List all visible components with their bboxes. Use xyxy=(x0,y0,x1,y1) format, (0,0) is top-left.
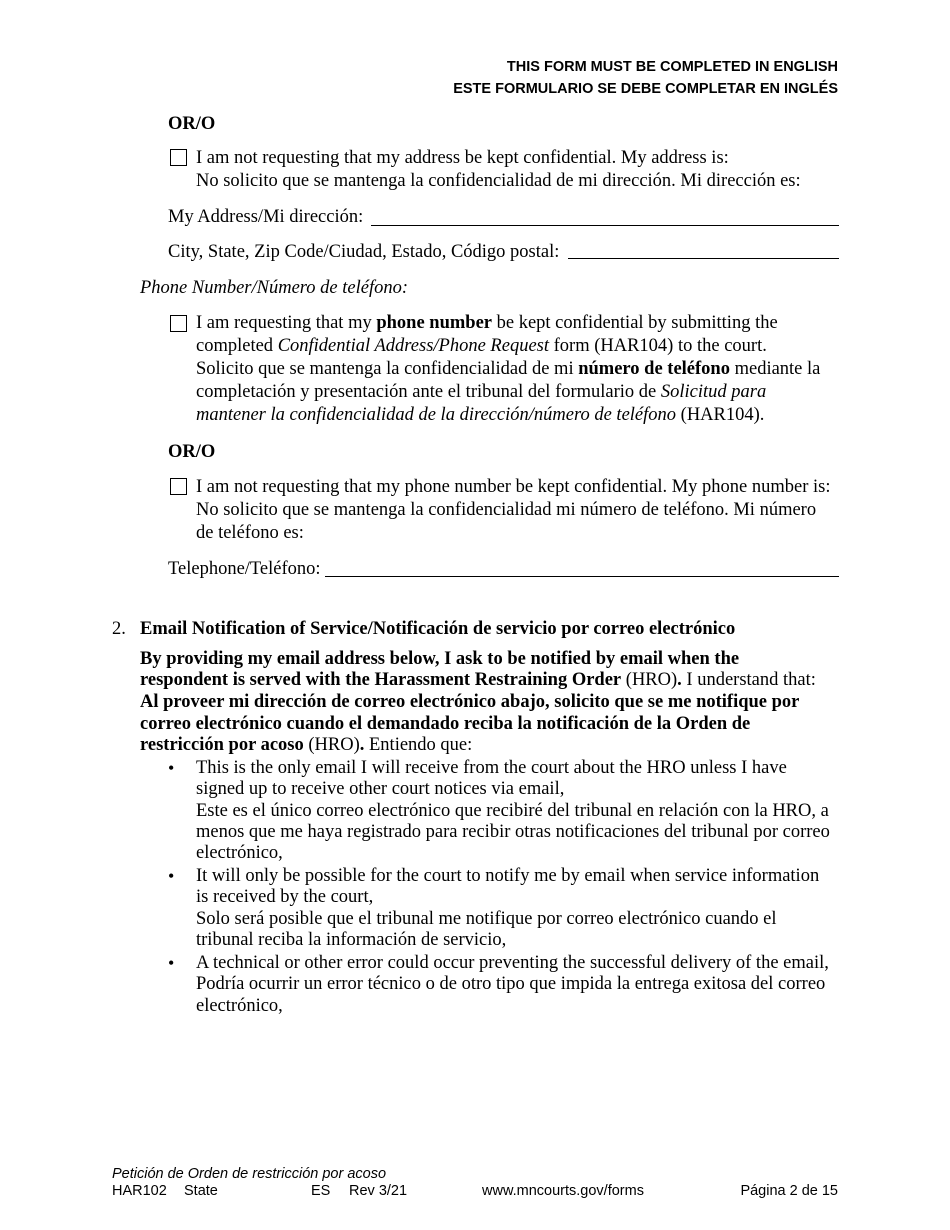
city-input-line[interactable] xyxy=(568,258,839,259)
phone-confidential-checkbox[interactable] xyxy=(170,315,187,332)
bullet-3-line-3: electrónico, xyxy=(196,996,283,1016)
bullet-3-line-1: A technical or other error could occur preventing the successful delivery of the email, xyxy=(196,953,829,973)
bullet-1-line-2: signed up to receive other court notices via email, xyxy=(196,779,565,799)
phone-request-line-1: I am requesting that my phone number be kept confidential by submitting the xyxy=(196,313,778,333)
email-para-line-4: correo electrónico cuando el demandado reciba la notificación de la Orden de xyxy=(140,714,751,734)
footer-state: State xyxy=(184,1183,218,1199)
phone-request-line-4: completación y presentación ante el tribunal del formulario de Solicitud para xyxy=(196,382,767,402)
phone-request-line-5: mantener la confidencialidad de la dirección/número de teléfono (HAR104). xyxy=(196,405,765,425)
phone-request-line-3: Solicito que se mantenga la confidencialidad de mi número de teléfono mediante la xyxy=(196,359,821,379)
bullet-3-line-2: Podría ocurrir un error técnico o de otro tipo que impida la entrega exitosa del correo xyxy=(196,974,826,994)
bullet-1-line-4: menos que me haya registrado para recibir otras notificaciones del tribunal por correo xyxy=(196,822,830,842)
bullet-marker: • xyxy=(168,866,175,886)
footer-url[interactable]: www.mncourts.gov/forms xyxy=(482,1183,644,1199)
email-section-title: Email Notification of Service/Notificación de servicio por correo electrónico xyxy=(140,619,736,639)
footer-form-code: HAR102 xyxy=(112,1183,167,1199)
bullet-marker: • xyxy=(168,953,175,973)
phone-heading: Phone Number/Número de teléfono: xyxy=(140,278,409,298)
phone-request-line-2: completed Confidential Address/Phone Request form (HAR104) to the court. xyxy=(196,336,767,356)
address-or-label: OR/O xyxy=(168,114,216,134)
footer-language: ES xyxy=(311,1183,331,1199)
email-para-line-2: respondent is served with the Harassment Restraining Order (HRO). I understand that: xyxy=(140,670,816,690)
bullet-1-line-5: electrónico, xyxy=(196,843,283,863)
bullet-1-line-3: Este es el único correo electrónico que recibiré del tribunal en relación con la HRO, a xyxy=(196,801,829,821)
bullet-2-line-1: It will only be possible for the court to notify me by email when service information xyxy=(196,866,820,886)
phone-not-confidential-line-1: I am not requesting that my phone number be kept confidential. My phone number is: xyxy=(196,477,831,497)
telephone-input-line[interactable] xyxy=(325,576,839,577)
address-input-line[interactable] xyxy=(371,225,839,226)
email-para-line-3: Al proveer mi dirección de correo electrónico abajo, solicito que se me notifique por xyxy=(140,692,800,712)
address-not-confidential-checkbox[interactable] xyxy=(170,149,187,166)
phone-not-confidential-line-3: de teléfono es: xyxy=(196,523,304,543)
header-spanish-notice: ESTE FORMULARIO SE DEBE COMPLETAR EN INGLÉS xyxy=(453,81,838,97)
phone-not-confidential-checkbox[interactable] xyxy=(170,478,187,495)
telephone-field-label: Telephone/Teléfono: xyxy=(168,559,321,579)
bullet-2-line-4: tribunal reciba la información de servicio, xyxy=(196,930,507,950)
bullet-2-line-3: Solo será posible que el tribunal me notifique por correo electrónico cuando el xyxy=(196,909,777,929)
bullet-2-line-2: is received by the court, xyxy=(196,887,374,907)
footer-revision: Rev 3/21 xyxy=(349,1183,408,1199)
address-field-label: My Address/Mi dirección: xyxy=(168,207,364,227)
header-english-notice: THIS FORM MUST BE COMPLETED IN ENGLISH xyxy=(506,59,838,75)
footer-page-number: Página 2 de 15 xyxy=(740,1183,838,1199)
phone-not-confidential-line-2: No solicito que se mantenga la confidencialidad mi número de teléfono. Mi número xyxy=(196,500,817,520)
section-number: 2. xyxy=(112,619,126,639)
bullet-1-line-1: This is the only email I will receive from the court about the HRO unless I have xyxy=(196,758,787,778)
phone-or-label: OR/O xyxy=(168,442,216,462)
city-field-label: City, State, Zip Code/Ciudad, Estado, Código postal: xyxy=(168,242,560,262)
email-para-line-5: restricción por acoso (HRO). Entiendo que: xyxy=(140,735,473,755)
address-not-confidential-text-es: No solicito que se mantenga la confidencialidad de mi dirección. Mi dirección es: xyxy=(196,171,801,191)
email-para-line-1: By providing my email address below, I ask to be notified by email when the xyxy=(140,649,740,669)
address-not-confidential-text-en: I am not requesting that my address be kept confidential. My address is: xyxy=(196,148,729,168)
footer-form-title: Petición de Orden de restricción por acoso xyxy=(112,1166,387,1182)
bullet-marker: • xyxy=(168,758,175,778)
